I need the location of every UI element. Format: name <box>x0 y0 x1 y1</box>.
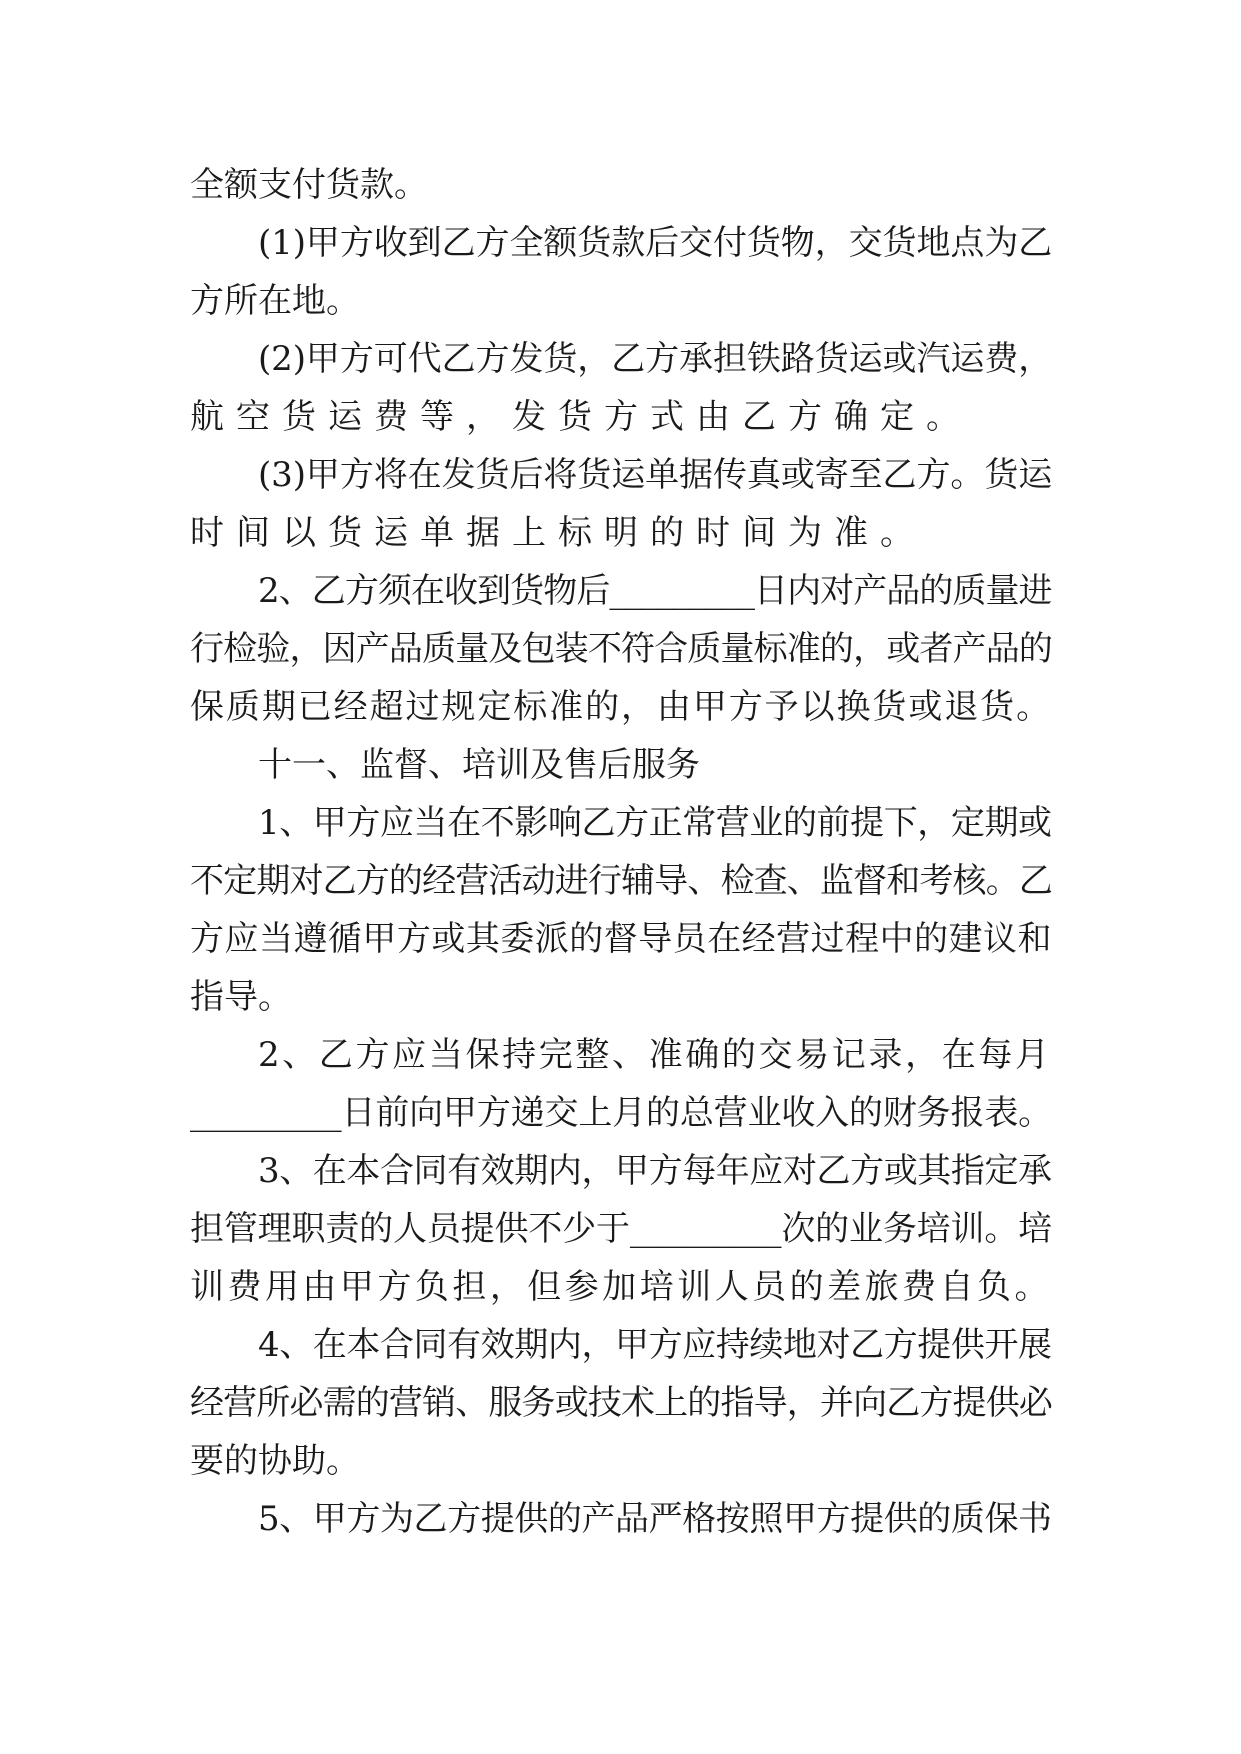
text-line: (1)甲方收到乙方全额货款后交付货物，交货地点为乙 <box>258 223 1053 263</box>
text-line: 方应当遵循甲方或其委派的督导员在经营过程中的建议和 <box>190 919 1052 959</box>
text-line: 不定期对乙方的经营活动进行辅导、检查、监督和考核。乙 <box>190 861 1052 901</box>
text-line: 时间以货运单据上标明的时间为准。 <box>190 513 926 553</box>
text-line: 全额支付货款。 <box>190 165 428 205</box>
text-line: 2、乙方须在收到货物后_________日内对产品的质量进 <box>258 571 1052 611</box>
text-line: 行检验，因产品质量及包装不符合质量标准的，或者产品的 <box>190 629 1052 669</box>
text-line: (2)甲方可代乙方发货，乙方承担铁路货运或汽运费， <box>258 339 1053 379</box>
section-heading: 十一、监督、培训及售后服务 <box>258 745 700 785</box>
text-line: 经营所必需的营销、服务或技术上的指导，并向乙方提供必 <box>190 1383 1052 1423</box>
text-line: 保质期已经超过规定标准的，由甲方予以换货或退货。 <box>190 687 1052 727</box>
text-line: 3、在本合同有效期内，甲方每年应对乙方或其指定承 <box>258 1151 1052 1191</box>
text-line: 1、甲方应当在不影响乙方正常营业的前提下，定期或 <box>258 803 1052 843</box>
text-line: (3)甲方将在发货后将货运单据传真或寄至乙方。货运 <box>258 455 1053 495</box>
text-line: 指导。 <box>190 977 292 1017</box>
text-line: 训费用由甲方负担，但参加培训人员的差旅费自负。 <box>190 1267 1052 1307</box>
text-line: 4、在本合同有效期内，甲方应持续地对乙方提供开展 <box>258 1325 1052 1365</box>
text-line: 方所在地。 <box>190 281 360 321</box>
text-line: 航空货运费等，发货方式由乙方确定。 <box>190 397 972 437</box>
text-line: _________日前向甲方递交上月的总营业收入的财务报表。 <box>190 1093 1052 1133</box>
text-line: 担管理职责的人员提供不少于_________次的业务培训。培 <box>190 1209 1052 1249</box>
text-line: 2、乙方应当保持完整、准确的交易记录，在每月 <box>258 1035 1052 1075</box>
text-line: 5、甲方为乙方提供的产品严格按照甲方提供的质保书 <box>258 1499 1052 1539</box>
text-line: 要的协助。 <box>190 1441 360 1481</box>
